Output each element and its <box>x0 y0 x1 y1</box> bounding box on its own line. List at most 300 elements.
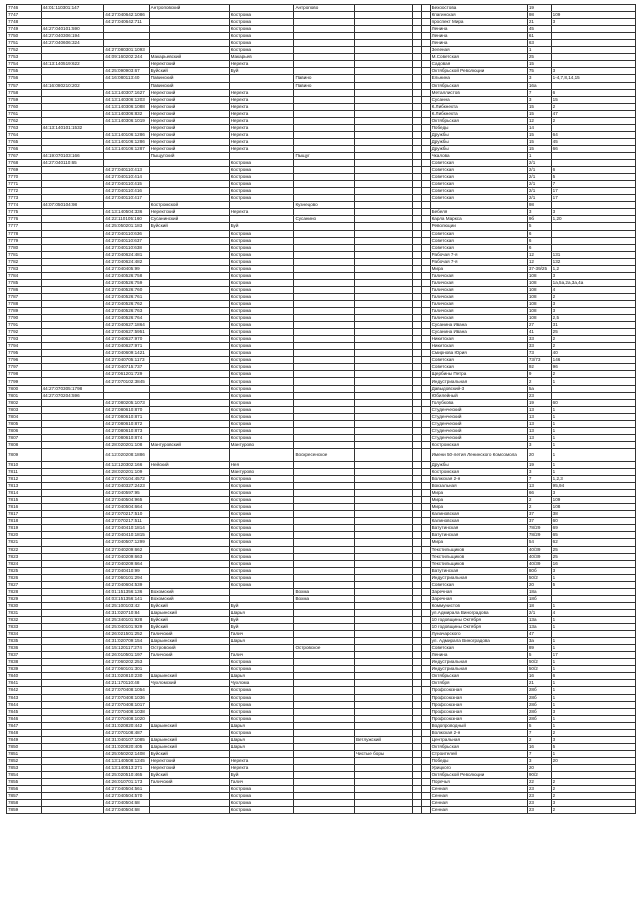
street-cell: Советская <box>430 160 527 167</box>
street-cell: Октября <box>430 680 527 687</box>
cadastral-number-premises-cell: 44:31:020709:154 <box>104 638 149 645</box>
col-8-cell <box>421 117 430 124</box>
street-cell: Имени 50-летия Ленинского Комсомола <box>430 448 527 461</box>
cadastral-number-premises-cell: 44:27:040410:1815 <box>104 532 149 539</box>
apartment-cell: 1 <box>551 434 635 441</box>
table-row <box>7 588 636 595</box>
table-row <box>7 258 636 265</box>
village-cell <box>354 33 412 40</box>
street-cell: Студенческий <box>430 427 527 434</box>
col-7-cell <box>413 800 422 807</box>
house-cell: 9б <box>527 216 551 223</box>
village-cell <box>354 68 412 75</box>
cadastral-number-building-cell <box>41 807 104 814</box>
city-cell <box>229 750 294 757</box>
row-number-cell: 7767 <box>7 152 42 159</box>
col-8-cell <box>421 195 430 202</box>
cadastral-number-building-cell <box>41 434 104 441</box>
settlement-cell <box>294 413 355 420</box>
district-cell <box>149 483 229 490</box>
district-cell <box>149 160 229 167</box>
apartment-cell <box>551 26 635 33</box>
settlement-cell <box>294 441 355 448</box>
city-cell: Кострома <box>229 434 294 441</box>
cadastral-number-building-cell <box>41 588 104 595</box>
table-row <box>7 167 636 174</box>
table-row <box>7 736 636 743</box>
cadastral-number-premises-cell: 44:27:040705:1173 <box>104 357 149 364</box>
city-cell: Шарья <box>229 673 294 680</box>
row-number-cell: 7762 <box>7 117 42 124</box>
settlement-cell <box>294 624 355 631</box>
settlement-cell <box>294 786 355 793</box>
street-cell: Рабочая 7-я <box>430 258 527 265</box>
col-7-cell <box>413 209 422 216</box>
street-cell: Профсоюзная <box>430 708 527 715</box>
village-cell <box>354 793 412 800</box>
cadastral-number-premises-cell: 44:27:040604:539 <box>104 581 149 588</box>
cadastral-number-premises-cell: 44:27:080610:873 <box>104 427 149 434</box>
cadastral-number-building-cell <box>41 638 104 645</box>
table-row <box>7 490 636 497</box>
district-cell <box>149 406 229 413</box>
house-cell: 73/73 <box>527 357 551 364</box>
cadastral-number-building-cell <box>41 96 104 103</box>
apartment-cell: 95,94 <box>551 483 635 490</box>
cadastral-number-building-cell: 44:27:040110:65 <box>41 160 104 167</box>
col-7-cell <box>413 687 422 694</box>
cadastral-number-building-cell <box>41 131 104 138</box>
city-cell <box>229 5 294 12</box>
district-cell <box>149 800 229 807</box>
col-7-cell <box>413 47 422 54</box>
col-8-cell <box>421 89 430 96</box>
table-row <box>7 145 636 152</box>
row-number-cell: 7833 <box>7 624 42 631</box>
cadastral-number-premises-cell: 44:31:020820:442 <box>104 722 149 729</box>
settlement-cell <box>294 26 355 33</box>
col-7-cell <box>413 399 422 406</box>
street-cell: Советская <box>430 237 527 244</box>
col-7-cell <box>413 167 422 174</box>
village-cell <box>354 779 412 786</box>
row-number-cell: 7834 <box>7 631 42 638</box>
house-cell: 13 <box>527 483 551 490</box>
cadastral-number-premises-cell: 44:27:040609:1421 <box>104 350 149 357</box>
settlement-cell <box>294 539 355 546</box>
city-cell: Кострома <box>229 286 294 293</box>
district-cell <box>149 511 229 518</box>
col-7-cell <box>413 216 422 223</box>
cadastral-number-premises-cell: 44:27:040209:663 <box>104 553 149 560</box>
col-8-cell <box>421 82 430 89</box>
city-cell: Кострома <box>229 336 294 343</box>
district-cell <box>149 532 229 539</box>
village-cell <box>354 518 412 525</box>
col-8-cell <box>421 715 430 722</box>
district-cell <box>149 413 229 420</box>
cadastral-number-premises-cell: 44:27:070408:1036 <box>104 694 149 701</box>
city-cell: Кострома <box>229 322 294 329</box>
street-cell: Костромская <box>430 469 527 476</box>
row-number-cell: 7857 <box>7 793 42 800</box>
district-cell: Павинский <box>149 82 229 89</box>
apartment-cell: 96 <box>551 364 635 371</box>
cadastral-number-premises-cell: 44:27:040624:482 <box>104 258 149 265</box>
village-cell <box>354 293 412 300</box>
apartment-cell: 6 <box>551 673 635 680</box>
district-cell <box>149 793 229 800</box>
row-number-cell: 7764 <box>7 131 42 138</box>
cadastral-number-building-cell <box>41 209 104 216</box>
city-cell: Кострома <box>229 581 294 588</box>
house-cell: 13а <box>527 624 551 631</box>
col-8-cell <box>421 595 430 602</box>
cadastral-number-premises-cell: 44:13:140513:271 <box>104 764 149 771</box>
apartment-cell: 131 <box>551 251 635 258</box>
apartment-cell: 1,2 <box>551 265 635 272</box>
col-8-cell <box>421 490 430 497</box>
table-row <box>7 96 636 103</box>
row-number-cell: 7817 <box>7 511 42 518</box>
house-cell: 2/1 <box>527 174 551 181</box>
settlement-cell: Островское <box>294 645 355 652</box>
village-cell <box>354 336 412 343</box>
row-number-cell: 7815 <box>7 497 42 504</box>
village-cell <box>354 722 412 729</box>
district-cell <box>149 336 229 343</box>
apartment-cell: 47 <box>551 110 635 117</box>
cadastral-number-building-cell <box>41 230 104 237</box>
district-cell: Вохомский <box>149 588 229 595</box>
settlement-cell <box>294 131 355 138</box>
table-row <box>7 293 636 300</box>
col-7-cell <box>413 26 422 33</box>
city-cell: Кострома <box>229 399 294 406</box>
apartment-cell: 3 <box>551 490 635 497</box>
cadastral-number-building-cell <box>41 216 104 223</box>
cadastral-number-building-cell: 44:19:070103:166 <box>41 152 104 159</box>
cadastral-number-building-cell <box>41 659 104 666</box>
street-cell: Садовая <box>430 61 527 68</box>
village-cell <box>354 406 412 413</box>
house-cell: 23 <box>527 786 551 793</box>
cadastral-number-premises-cell: 44:27:040504:664 <box>104 504 149 511</box>
district-cell: Нейский <box>149 461 229 468</box>
row-number-cell: 7802 <box>7 399 42 406</box>
table-row <box>7 75 636 82</box>
house-cell: 23 <box>527 793 551 800</box>
village-cell <box>354 560 412 567</box>
cadastral-number-premises-cell <box>104 392 149 399</box>
cadastral-number-premises-cell <box>104 33 149 40</box>
house-cell: 20 <box>527 581 551 588</box>
cadastral-number-building-cell <box>41 364 104 371</box>
table-row <box>7 188 636 195</box>
settlement-cell <box>294 469 355 476</box>
col-7-cell <box>413 392 422 399</box>
row-number-cell: 7848 <box>7 729 42 736</box>
street-cell: Индустриальная <box>430 574 527 581</box>
col-8-cell <box>421 546 430 553</box>
table-row <box>7 560 636 567</box>
cadastral-number-building-cell <box>41 525 104 532</box>
city-cell: Кострома <box>229 483 294 490</box>
apartment-cell: 1 <box>551 715 635 722</box>
district-cell: Антроповский <box>149 5 229 12</box>
col-8-cell <box>421 574 430 581</box>
apartment-cell: 1 <box>551 687 635 694</box>
table-row <box>7 202 636 209</box>
settlement-cell <box>294 631 355 638</box>
table-row <box>7 279 636 286</box>
street-cell: Ленина <box>430 652 527 659</box>
street-cell: Давыдовский-3 <box>430 385 527 392</box>
house-cell: 13 <box>527 420 551 427</box>
district-cell <box>149 181 229 188</box>
apartment-cell <box>551 124 635 131</box>
col-8-cell <box>421 216 430 223</box>
cadastral-number-building-cell <box>41 300 104 307</box>
cadastral-number-premises-cell: 44:27:040526:761 <box>104 293 149 300</box>
cadastral-number-building-cell <box>41 722 104 729</box>
cadastral-number-building-cell <box>41 343 104 350</box>
table-row <box>7 659 636 666</box>
cadastral-number-building-cell <box>41 68 104 75</box>
street-cell: Галичская <box>430 286 527 293</box>
cadastral-number-premises-cell: 44:27:040627:5951 <box>104 329 149 336</box>
cadastral-number-premises-cell: 44:27:040504:68 <box>104 800 149 807</box>
row-number-cell: 7765 <box>7 138 42 145</box>
house-cell: 12 <box>527 117 551 124</box>
row-number-cell: 7778 <box>7 230 42 237</box>
village-cell <box>354 680 412 687</box>
street-cell: Советская <box>430 230 527 237</box>
apartment-cell <box>551 40 635 47</box>
table-row <box>7 329 636 336</box>
district-cell <box>149 694 229 701</box>
table-row <box>7 315 636 322</box>
settlement-cell <box>294 371 355 378</box>
house-cell: 73 <box>527 350 551 357</box>
street-cell: Волжская 2-я <box>430 476 527 483</box>
district-cell <box>149 525 229 532</box>
cadastral-number-building-cell <box>41 138 104 145</box>
row-number-cell: 7845 <box>7 708 42 715</box>
cadastral-number-building-cell <box>41 708 104 715</box>
house-cell: 3 <box>527 75 551 82</box>
col-8-cell <box>421 525 430 532</box>
col-7-cell <box>413 174 422 181</box>
col-8-cell <box>421 293 430 300</box>
apartment-cell: 31 <box>551 322 635 329</box>
table-row <box>7 406 636 413</box>
apartment-cell: 2 <box>551 336 635 343</box>
cadastral-number-building-cell: 44:27:040606:324 <box>41 40 104 47</box>
cadastral-number-premises-cell: 44:25:090903:67 <box>104 68 149 75</box>
district-cell <box>149 315 229 322</box>
house-cell: 50/2 <box>527 666 551 673</box>
row-number-cell: 7761 <box>7 110 42 117</box>
city-cell: Кострома <box>229 574 294 581</box>
row-number-cell: 7807 <box>7 434 42 441</box>
apartment-cell: 16 <box>551 560 635 567</box>
street-cell: Галичская <box>430 308 527 315</box>
cadastral-number-premises-cell: 44:27:040110:413 <box>104 167 149 174</box>
apartment-cell <box>551 588 635 595</box>
street-cell: Советская <box>430 174 527 181</box>
col-8-cell <box>421 258 430 265</box>
col-7-cell <box>413 807 422 814</box>
settlement-cell <box>294 483 355 490</box>
district-cell <box>149 469 229 476</box>
cadastral-number-premises-cell: 44:27:040624:481 <box>104 251 149 258</box>
cadastral-number-building-cell <box>41 736 104 743</box>
city-cell <box>229 152 294 159</box>
cadastral-number-premises-cell: 44:15:120117:274 <box>104 645 149 652</box>
settlement-cell: Вохма <box>294 595 355 602</box>
row-number-cell: 7844 <box>7 701 42 708</box>
village-cell <box>354 385 412 392</box>
street-cell: Сусанина Ивана <box>430 322 527 329</box>
district-cell: Мантуровский <box>149 441 229 448</box>
table-row <box>7 322 636 329</box>
settlement-cell <box>294 61 355 68</box>
settlement-cell <box>294 779 355 786</box>
village-cell <box>354 272 412 279</box>
street-cell: Советская <box>430 581 527 588</box>
cadastral-number-building-cell: 44:13:140101:1532 <box>41 124 104 131</box>
row-number-cell: 7819 <box>7 525 42 532</box>
house-cell: 37-39/25 <box>527 265 551 272</box>
table-row <box>7 687 636 694</box>
cadastral-number-premises-cell: 44:27:070217:510 <box>104 511 149 518</box>
row-number-cell: 7799 <box>7 378 42 385</box>
settlement-cell <box>294 209 355 216</box>
street-cell: Ватутинская <box>430 525 527 532</box>
apartment-cell: 1 <box>551 461 635 468</box>
village-cell <box>354 202 412 209</box>
col-7-cell <box>413 322 422 329</box>
house-cell: 25 <box>527 54 551 61</box>
col-8-cell <box>421 413 430 420</box>
cadastral-number-premises-cell: 44:27:040597:95 <box>104 490 149 497</box>
table-row <box>7 110 636 117</box>
settlement-cell <box>294 694 355 701</box>
cadastral-number-premises-cell: 44:25:050202:1408 <box>104 750 149 757</box>
row-number-cell: 7757 <box>7 82 42 89</box>
district-cell: Сусанинский <box>149 216 229 223</box>
cadastral-number-premises-cell: 44:26:010701:173 <box>104 779 149 786</box>
apartment-cell <box>551 54 635 61</box>
row-number-cell: 7826 <box>7 574 42 581</box>
village-cell <box>354 82 412 89</box>
house-cell: 41 <box>527 329 551 336</box>
district-cell <box>149 265 229 272</box>
city-cell: Нерехта <box>229 61 294 68</box>
street-cell: Зеленая <box>430 47 527 54</box>
row-number-cell: 7786 <box>7 286 42 293</box>
table-row <box>7 539 636 546</box>
table-row <box>7 350 636 357</box>
city-cell: Кострома <box>229 385 294 392</box>
cadastral-number-premises-cell: 44:27:040110:415 <box>104 181 149 188</box>
settlement-cell <box>294 701 355 708</box>
cadastral-number-building-cell <box>41 779 104 786</box>
district-cell: Шарьинский <box>149 736 229 743</box>
col-8-cell <box>421 209 430 216</box>
city-cell: Кострома <box>229 560 294 567</box>
district-cell: Буйский <box>149 624 229 631</box>
apartment-cell <box>551 764 635 771</box>
col-7-cell <box>413 490 422 497</box>
col-7-cell <box>413 124 422 131</box>
col-7-cell <box>413 138 422 145</box>
street-cell: ул.Адмирала Виноградова <box>430 609 527 616</box>
col-8-cell <box>421 350 430 357</box>
district-cell: Пыщугский <box>149 152 229 159</box>
row-number-cell: 7836 <box>7 645 42 652</box>
settlement-cell <box>294 40 355 47</box>
apartment-cell: 1 <box>551 406 635 413</box>
cadastral-number-premises-cell: 44:27:070102:3845 <box>104 378 149 385</box>
district-cell: Нерехтский <box>149 110 229 117</box>
settlement-cell <box>294 574 355 581</box>
district-cell <box>149 518 229 525</box>
cadastral-number-premises-cell: 44:27:060101:294 <box>104 574 149 581</box>
city-cell: Кострома <box>229 272 294 279</box>
house-cell: 98 <box>527 12 551 19</box>
col-8-cell <box>421 329 430 336</box>
apartment-cell: 65 <box>551 532 635 539</box>
apartment-cell: 109 <box>551 12 635 19</box>
col-7-cell <box>413 237 422 244</box>
apartment-cell: 25 <box>551 329 635 336</box>
cadastral-number-premises-cell <box>104 5 149 12</box>
col-7-cell <box>413 117 422 124</box>
col-7-cell <box>413 371 422 378</box>
table-row <box>7 602 636 609</box>
cadastral-number-premises-cell: 44:27:040504:561 <box>104 786 149 793</box>
col-8-cell <box>421 764 430 771</box>
house-cell: 66 <box>527 490 551 497</box>
city-cell: Кострома <box>229 406 294 413</box>
row-number-cell: 7798 <box>7 371 42 378</box>
cadastral-number-premises-cell: 44:25:040101:929 <box>104 624 149 631</box>
village-cell <box>354 364 412 371</box>
row-number-cell: 7795 <box>7 350 42 357</box>
apartment-cell: 69 <box>551 525 635 532</box>
village-cell <box>354 694 412 701</box>
row-number-cell: 7747 <box>7 12 42 19</box>
house-cell: 5 <box>527 652 551 659</box>
cadastral-number-building-cell <box>41 574 104 581</box>
village-cell <box>354 638 412 645</box>
apartment-cell: 2 <box>551 729 635 736</box>
settlement-cell <box>294 364 355 371</box>
apartment-cell: 1 <box>551 638 635 645</box>
city-cell: Нерехта <box>229 117 294 124</box>
cadastral-number-building-cell <box>41 258 104 265</box>
cadastral-number-building-cell <box>41 54 104 61</box>
district-cell <box>149 687 229 694</box>
street-cell: Октябрьская <box>430 743 527 750</box>
col-8-cell <box>421 286 430 293</box>
row-number-cell: 7746 <box>7 5 42 12</box>
settlement-cell <box>294 279 355 286</box>
city-cell <box>229 202 294 209</box>
cadastral-number-building-cell <box>41 750 104 757</box>
